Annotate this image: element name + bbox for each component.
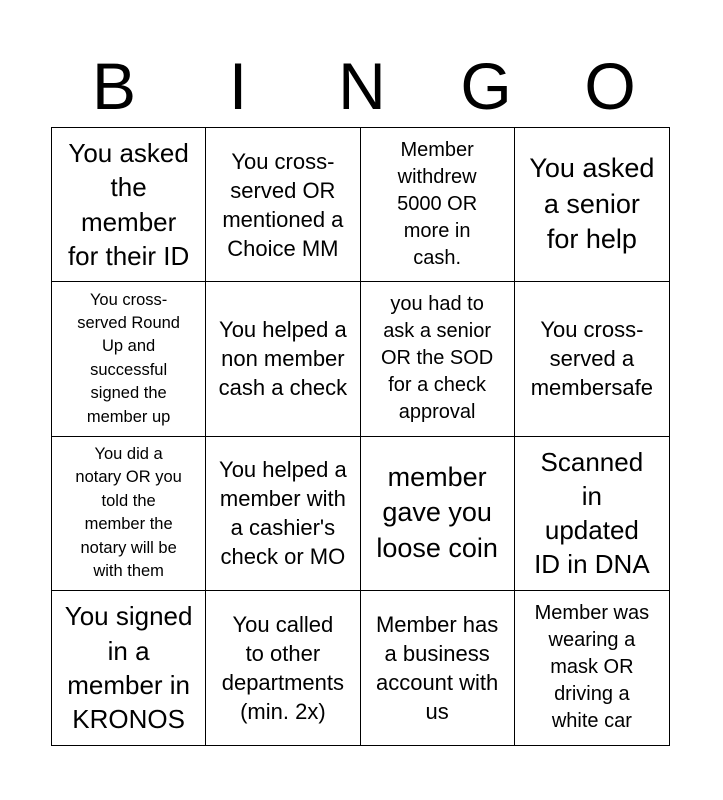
bingo-cell[interactable]: [515, 128, 669, 282]
bingo-header: [52, 48, 672, 124]
cell-text: You asked a senior for help: [529, 153, 655, 255]
cell-text: Member has a business account with us: [375, 611, 499, 724]
header-letter-i: I: [228, 49, 248, 123]
cell-text: You asked the member for their ID: [67, 138, 190, 271]
bingo-board: [51, 127, 670, 746]
cell-text: You cross- served Round Up and successful signed the member up: [77, 290, 180, 426]
cell-text: You helped a member with a cashier's check or MO: [219, 457, 347, 570]
cell-text: member gave you loose coin: [376, 461, 498, 563]
bingo-cell[interactable]: [515, 591, 669, 745]
bingo-cell[interactable]: [515, 282, 669, 436]
cell-text: You did a notary OR you told the member the notary will be with them: [75, 444, 182, 580]
cell-text: You signed in a member in KRONOS: [64, 601, 193, 735]
cell-text: You cross- served a membersafe: [530, 317, 654, 401]
header-letter-b: B: [91, 49, 137, 123]
bingo-cell[interactable]: [206, 128, 360, 282]
bingo-cell[interactable]: [52, 591, 206, 745]
bingo-cell[interactable]: [361, 128, 515, 282]
cell-text: You helped a non member cash a check: [218, 317, 348, 401]
bingo-cell[interactable]: [206, 437, 360, 591]
cell-text: You called to other departments (min. 2x): [221, 611, 345, 724]
bingo-cell[interactable]: [52, 128, 206, 282]
bingo-cell[interactable]: [52, 437, 206, 591]
bingo-cell[interactable]: [206, 282, 360, 436]
header-letter-g: G: [460, 49, 512, 123]
bingo-cell[interactable]: [515, 437, 669, 591]
cell-text: You cross- served OR mentioned a Choice MM: [222, 148, 344, 261]
header-letter-o: O: [584, 49, 636, 123]
bingo-cell[interactable]: [52, 282, 206, 436]
header-letter-n: N: [338, 49, 386, 123]
bingo-cell[interactable]: [361, 591, 515, 745]
cell-text: Member was wearing a mask OR driving a white car: [534, 602, 650, 733]
cell-text: Member withdrew 5000 OR more in cash.: [397, 139, 478, 270]
cell-text: Scanned in updated ID in DNA: [534, 446, 650, 580]
cell-text: you had to ask a senior OR the SOD for a check approval: [380, 293, 494, 424]
bingo-cell[interactable]: [206, 591, 360, 745]
bingo-cell[interactable]: [361, 282, 515, 436]
bingo-cell[interactable]: [361, 437, 515, 591]
